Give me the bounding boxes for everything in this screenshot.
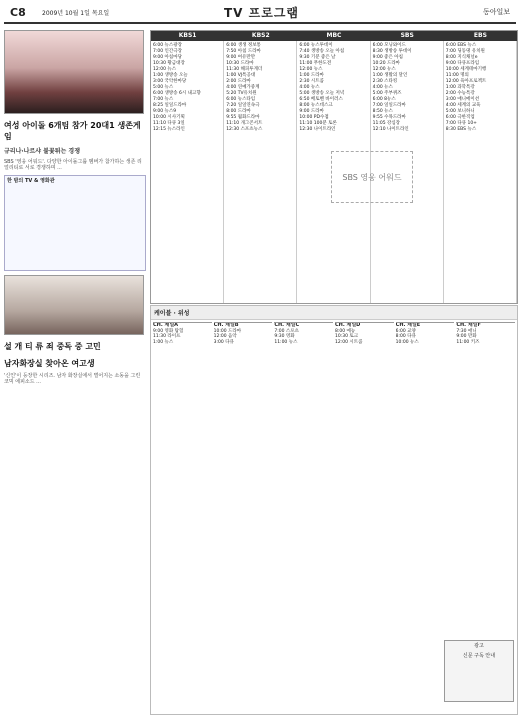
left-column xyxy=(4,30,146,712)
program-item: 8:30 EBS 뉴스 xyxy=(445,127,477,132)
tv-movie-box xyxy=(4,175,146,271)
cable-program-item: 11:00 뉴스 xyxy=(274,339,298,345)
program-item: 7:00 일일드라마 xyxy=(372,103,406,108)
program-item: 8:00 지식채널e xyxy=(445,55,478,60)
program-item: 7:50 아침 드라마 xyxy=(226,49,261,54)
cable-program-item: 8:00 예능 xyxy=(335,328,356,334)
program-item: 10:00 시사기획 xyxy=(153,115,185,120)
subhead-1: 규리나·나르샤 불꽃튀는 경쟁 xyxy=(4,148,81,155)
center-stamp: SBS 영웅 어워드 xyxy=(331,151,413,203)
program-item: 11:30 해피투게더 xyxy=(226,67,263,72)
article-photo-2 xyxy=(4,275,144,335)
cable-program-item: 6:00 교양 xyxy=(395,328,416,334)
program-item: 11:10 개그콘서트 xyxy=(226,121,263,126)
cable-program-item: 12:00 음악 xyxy=(213,334,237,339)
program-item: 10:00 세계테마기행 xyxy=(445,67,487,72)
program-item: 8:00 뉴스데스크 xyxy=(299,103,333,108)
headline-2b: 남자화장실 찾아온 여고생 xyxy=(4,359,95,368)
program-item: 1:00 드라마 xyxy=(299,73,324,78)
schedule-kbs2 xyxy=(224,41,297,303)
program-item: 3:00 애니메이션 xyxy=(445,97,480,102)
channel-sbs: SBS xyxy=(371,31,444,41)
cable-channel-block xyxy=(335,322,394,707)
cable-program-item: 10:00 드라마 xyxy=(213,328,242,334)
program-item: 8:25 일일드라마 xyxy=(153,103,187,108)
program-item: 11:10 100분 토론 xyxy=(299,121,337,126)
channel-ebs: EBS xyxy=(444,31,517,41)
paper-name: 동아일보 xyxy=(482,8,510,16)
cable-program-item: 10:30 토크 xyxy=(335,334,359,339)
program-item: 6:50 베토벤 바이러스 xyxy=(299,97,343,102)
program-item: 6:00 EBS 뉴스 xyxy=(445,43,477,48)
program-item: 6:00 8뉴스 xyxy=(372,97,396,102)
cable-program-item: 9:00 만화 xyxy=(456,334,477,339)
program-item: 8:30 생방송 투데이 xyxy=(372,49,412,54)
program-item: 2:30 시트콤 xyxy=(299,79,324,84)
cable-channel-block xyxy=(274,322,333,707)
channel-kbs2: KBS2 xyxy=(224,31,297,41)
headline-1: 여성 아이돌 6개팀 참가 20대1 생존게임 xyxy=(4,121,141,141)
program-item: 12:00 육아프로젝트 xyxy=(445,79,487,84)
cable-program-item: 11:00 키즈 xyxy=(456,339,480,345)
cable-program-item: 9:00 영화 탐험 xyxy=(153,328,184,334)
cable-program-item: 7:00 스포츠 xyxy=(274,328,299,334)
cable-program-item: 3:00 다큐 xyxy=(213,339,234,345)
cable-channel-name: CH. 채널B xyxy=(213,322,239,328)
program-item: 1:00 VJ특공대 xyxy=(226,73,256,78)
program-item: 12:15 뉴스라인 xyxy=(153,127,185,132)
ad-text: 신문 구독 안내 xyxy=(462,653,496,659)
channel-mbc: MBC xyxy=(297,31,370,41)
program-item: 7:00 다큐 10+ xyxy=(445,121,477,126)
cable-program-item: 12:00 시트콤 xyxy=(335,339,363,345)
program-item: 9:55 월화드라마 xyxy=(226,115,260,120)
program-item: 2:00 수능특강 xyxy=(445,91,475,96)
program-item: 11:00 명의 xyxy=(445,73,469,78)
schedule-kbs1 xyxy=(151,41,224,303)
program-item: 1:00 과학특강 xyxy=(445,85,475,90)
program-item: 11:10 다큐 3일 xyxy=(153,121,185,126)
page-header xyxy=(4,4,516,24)
section-title: TV 프로그램 xyxy=(224,6,300,20)
page-date: 2009년 10월 1일 목요일 xyxy=(42,10,110,17)
program-item: 9:00 드라마 xyxy=(299,109,324,114)
program-item: 4:00 연예가중계 xyxy=(226,85,260,90)
program-item: 9:00 다큐프라임 xyxy=(445,61,480,66)
program-item: 12:10 나이트라인 xyxy=(372,127,409,132)
program-item: 4:00 뉴스 xyxy=(299,85,320,90)
program-item: 5:00 생방송 오늘 저녁 xyxy=(299,91,345,96)
program-item: 6:00 뉴스광장 xyxy=(153,43,182,48)
program-item: 5:00 뉴스 xyxy=(153,85,174,90)
program-item: 9:00 좋은 아침 xyxy=(372,55,403,60)
program-item: 11:05 강심장 xyxy=(372,121,401,126)
headline-2: 설 개 티 류 죄 중독 중 고민 xyxy=(4,342,101,351)
program-item: 5:20 TV유치원 xyxy=(226,91,257,96)
program-item: 10:30 황금대장 xyxy=(153,61,185,66)
program-item: 6:00 뉴스타임 xyxy=(226,97,256,102)
program-item: 1:00 생방송 오늘 xyxy=(153,73,188,78)
cable-program-item: 9:30 영화 xyxy=(274,334,295,339)
page-number: C8 xyxy=(10,6,26,19)
idol-photo xyxy=(4,30,144,114)
program-item: 4:00 뉴스 xyxy=(372,85,393,90)
program-item: 9:55 수목드라마 xyxy=(372,115,406,120)
program-item: 6:00 생생 정보통 xyxy=(226,43,261,48)
box-title: 한 밤의 TV & 영화관 xyxy=(7,178,55,184)
cable-channel-name: CH. 채널A xyxy=(153,322,179,328)
program-item: 6:00 생방송 6시 내고향 xyxy=(153,91,201,96)
broadcast-schedule xyxy=(150,30,518,304)
schedule-ebs xyxy=(444,41,517,303)
program-item: 8:50 뉴스 xyxy=(372,109,393,114)
cable-channel-name: CH. 채널F xyxy=(456,322,481,328)
program-item: 9:30 기분 좋은 날 xyxy=(299,55,336,60)
program-item: 2:30 스타킹 xyxy=(372,79,398,84)
program-item: 1:00 생활의 달인 xyxy=(372,73,408,78)
program-item: 6:00 뉴스투데이 xyxy=(299,43,333,48)
program-item: 4:00 세계의 교육 xyxy=(445,103,481,108)
program-item: 9:00 여유만만 xyxy=(226,55,256,60)
channel-header xyxy=(151,31,517,41)
cable-program-item: 7:30 애니 xyxy=(456,328,477,334)
program-item: 9:00 아침마당 xyxy=(153,55,182,60)
program-item: 11:00 무한도전 xyxy=(299,61,332,66)
program-item: 12:30 나이트라인 xyxy=(299,127,336,132)
program-item: 7:00 인간극장 xyxy=(153,49,182,54)
cable-channel-name: CH. 채널C xyxy=(274,322,300,328)
program-item: 7:00 딩동댕 유치원 xyxy=(445,49,485,54)
article-2: '신인'이 등장한 시리즈. 남자 화장실에서 벌어지는 소동을 그린 코믹 에피소드 ... xyxy=(4,373,141,385)
cable-channel-name: CH. 채널E xyxy=(395,322,421,328)
cable-program-item: 8:00 다큐 xyxy=(395,334,416,339)
program-item: 10:20 드라마 xyxy=(372,61,401,66)
program-item: 5:00 보니하니 xyxy=(445,109,475,114)
program-item: 5:00 주부퀴즈 xyxy=(372,91,402,96)
program-item: 9:00 뉴스9 xyxy=(153,109,177,114)
program-item: 12:00 뉴스 xyxy=(299,67,323,72)
program-item: 12:00 뉴스 xyxy=(153,67,177,72)
article-1: SBS '영웅 어워드'. 다양한 아이돌그룹 멤버가 참가하는 생존 리얼리티로 서로 경쟁하며 ... xyxy=(4,159,142,171)
advertisement xyxy=(444,640,514,702)
cable-channel-name: CH. 채널D xyxy=(335,322,361,328)
program-item: 7:40 생방송 오늘 아침 xyxy=(299,49,345,54)
cable-program-item: 11:30 라이프 xyxy=(153,334,181,339)
program-item: 8:00 드라마 xyxy=(226,109,251,114)
program-item: 3:00 국악한마당 xyxy=(153,79,187,84)
program-item: 12:30 스포츠뉴스 xyxy=(226,127,263,132)
program-item: 10:00 PD수첩 xyxy=(299,115,329,120)
program-item: 6:00 극한직업 xyxy=(445,115,475,120)
program-item: 12:00 뉴스 xyxy=(372,67,396,72)
cable-program-item: 1:00 뉴스 xyxy=(153,339,174,345)
channel-kbs1: KBS1 xyxy=(151,31,224,41)
program-item: 2:00 드라마 xyxy=(226,79,251,84)
cable-title: 케이블 · 위성 xyxy=(151,306,517,320)
program-item: 6:00 모닝와이드 xyxy=(372,43,406,48)
cable-channel-block xyxy=(153,322,212,707)
program-item: 7:00 뉴스 xyxy=(153,97,174,102)
cable-channel-block xyxy=(214,322,273,707)
ad-title: 광고 xyxy=(474,643,484,649)
cable-program-item: 10:00 뉴스 xyxy=(395,339,419,345)
program-item: 10:30 드라마 xyxy=(226,61,254,66)
program-item: 7:20 일일연속극 xyxy=(226,103,260,108)
